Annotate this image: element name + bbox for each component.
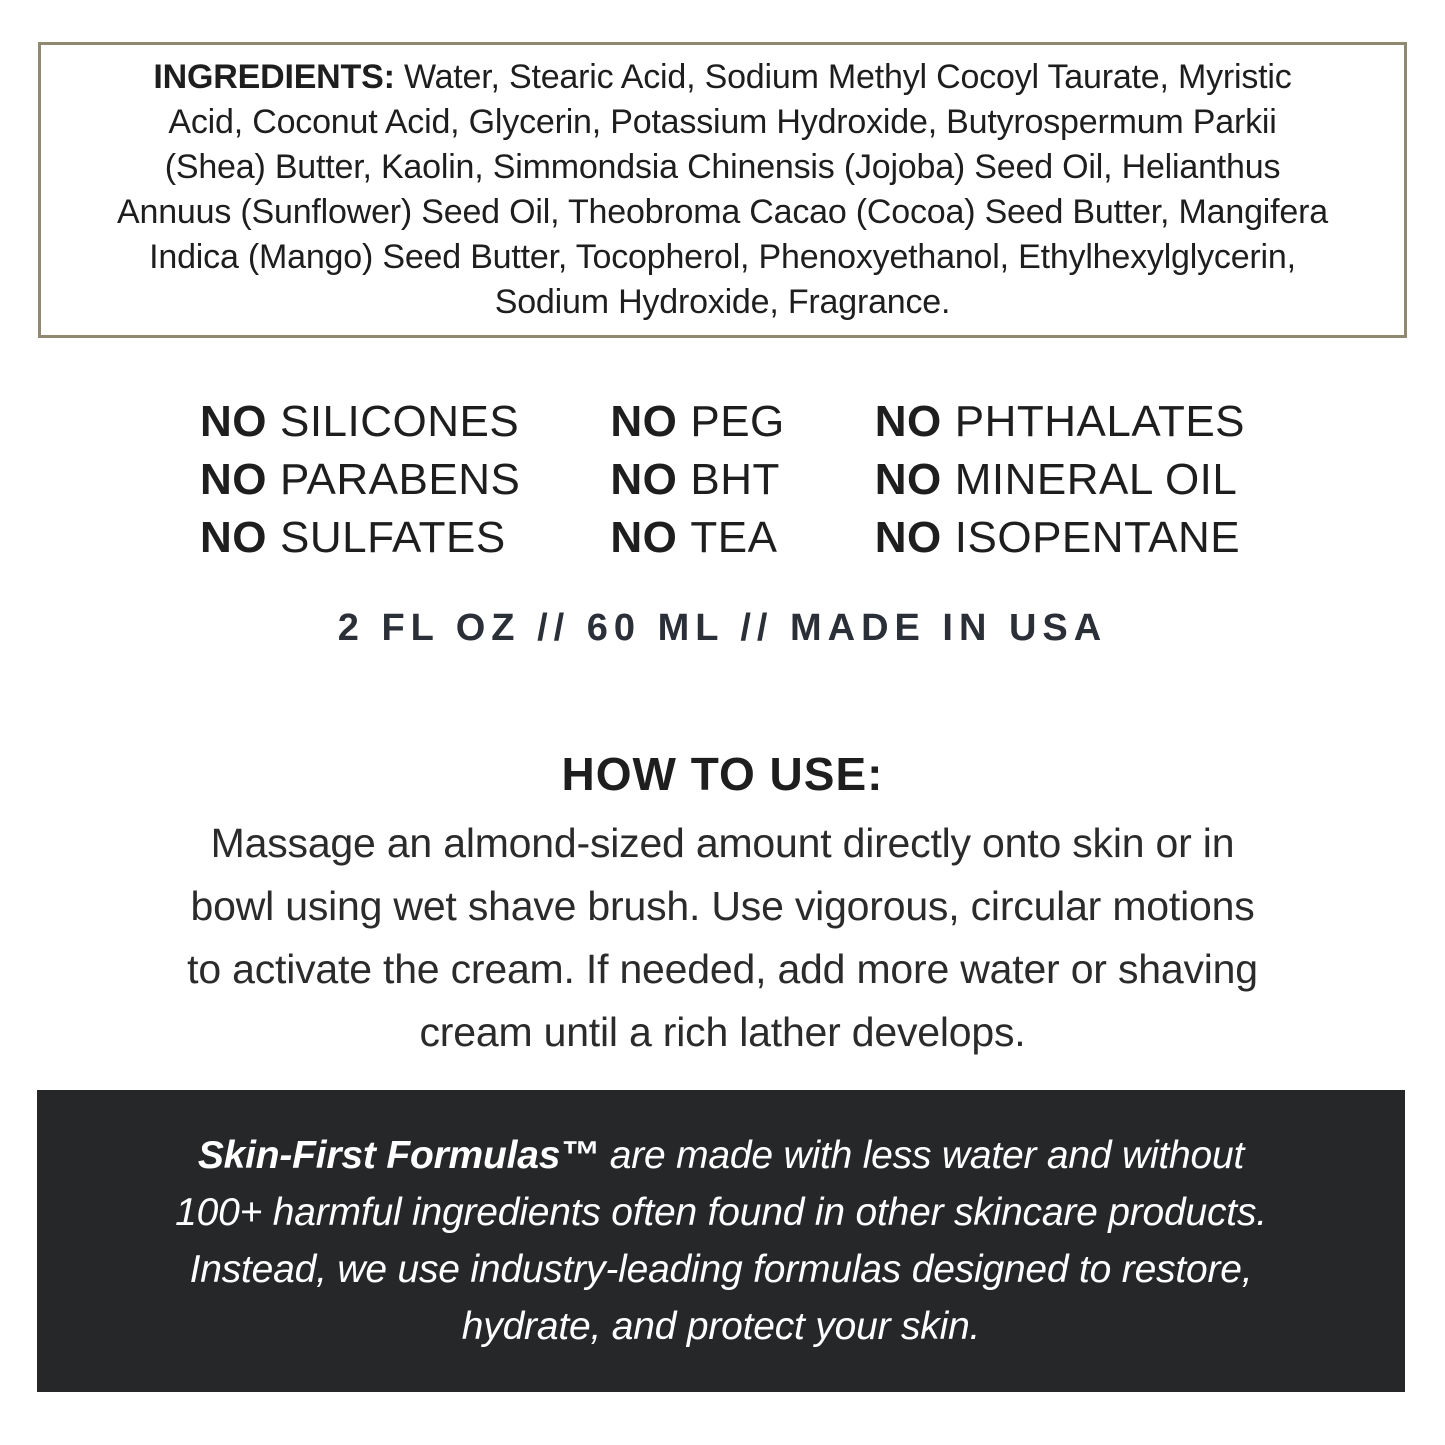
no-claim-name: BHT — [690, 455, 780, 504]
text-line: Annuus (Sunflower) Seed Oil, Theobroma Cacao (Cocoa) Seed Butter, Mangifera — [117, 193, 1328, 231]
skin-first-first-line — [81, 1127, 1361, 1184]
no-claim-prefix: NO — [199, 455, 267, 504]
how-to-use-heading: HOW TO USE: — [561, 748, 884, 800]
text-line: (Shea) Butter, Kaolin, Simmondsia Chinensis (Jojoba) Seed Oil, Helianthus — [164, 148, 1281, 186]
no-claim-name: SULFATES — [279, 513, 506, 562]
how-to-use-instructions — [93, 812, 1353, 1064]
text-line: 100+ harmful ingredients often found in other skincare products. — [175, 1191, 1267, 1234]
no-claim-item — [200, 451, 520, 509]
text-line: Sodium Hydroxide, Fragrance. — [494, 283, 951, 321]
text-line: Instead, we use industry-leading formulas designed to restore, — [189, 1248, 1253, 1291]
no-claim-prefix: NO — [610, 455, 678, 504]
no-claim-item — [875, 509, 1240, 567]
no-claim-name: SILICONES — [279, 397, 520, 446]
skin-first-panel — [37, 1090, 1405, 1392]
no-claim-item — [200, 509, 506, 567]
no-claims-column-3 — [875, 393, 1245, 567]
no-claim-prefix: NO — [610, 513, 678, 562]
ingredients-line1-rest: Water, Stearic Acid, Sodium Methyl Cocoyl Taurate, Myristic — [394, 58, 1292, 96]
no-claim-name: PEG — [690, 397, 785, 446]
no-claim-prefix: NO — [199, 513, 267, 562]
no-claim-item — [610, 393, 784, 451]
text-line: bowl using wet shave brush. Use vigorous, circular motions — [190, 883, 1255, 929]
text-line: cream until a rich lather develops. — [419, 1009, 1026, 1055]
no-claim-item — [610, 509, 777, 567]
no-claim-item — [875, 393, 1245, 451]
text-line: to activate the cream. If needed, add more water or shaving — [187, 946, 1258, 992]
no-claim-prefix: NO — [874, 455, 942, 504]
size-origin-line: 2 FL OZ // 60 ML // MADE IN USA — [337, 607, 1108, 649]
ingredients-rest-lines — [78, 100, 1368, 325]
no-claim-prefix: NO — [199, 397, 267, 446]
no-claims-grid — [0, 393, 1445, 567]
text-line: Acid, Coconut Acid, Glycerin, Potassium Hydroxide, Butyrospermum Parkii — [168, 103, 1277, 141]
ingredients-first-line — [78, 55, 1368, 100]
no-claim-name: TEA — [690, 513, 778, 562]
no-claims-column-2 — [610, 393, 784, 567]
text-line: Indica (Mango) Seed Butter, Tocopherol, Phenoxyethanol, Ethylhexylglycerin, — [149, 238, 1296, 276]
skin-first-text — [81, 1127, 1361, 1355]
no-claim-item — [200, 393, 519, 451]
no-claim-prefix: NO — [610, 397, 678, 446]
no-claims-column-1 — [200, 393, 520, 567]
no-claim-name: MINERAL OIL — [954, 455, 1238, 504]
ingredients-text — [78, 55, 1368, 325]
no-claim-prefix: NO — [874, 513, 942, 562]
skin-first-lead: Skin-First Formulas™ — [197, 1134, 600, 1177]
no-claim-name: ISOPENTANE — [954, 513, 1241, 562]
no-claim-name: PHTHALATES — [954, 397, 1246, 446]
skin-first-rest-lines — [81, 1184, 1361, 1355]
skin-first-line1-rest: are made with less water and without — [599, 1134, 1245, 1177]
no-claim-name: PARABENS — [279, 455, 521, 504]
no-claim-item — [875, 451, 1238, 509]
text-line: Massage an almond-sized amount directly onto skin or in — [210, 820, 1235, 866]
no-claim-item — [610, 451, 780, 509]
ingredients-box — [38, 42, 1407, 338]
no-claim-prefix: NO — [874, 397, 942, 446]
ingredients-label: INGREDIENTS: — [153, 58, 395, 96]
text-line: hydrate, and protect your skin. — [461, 1305, 981, 1348]
